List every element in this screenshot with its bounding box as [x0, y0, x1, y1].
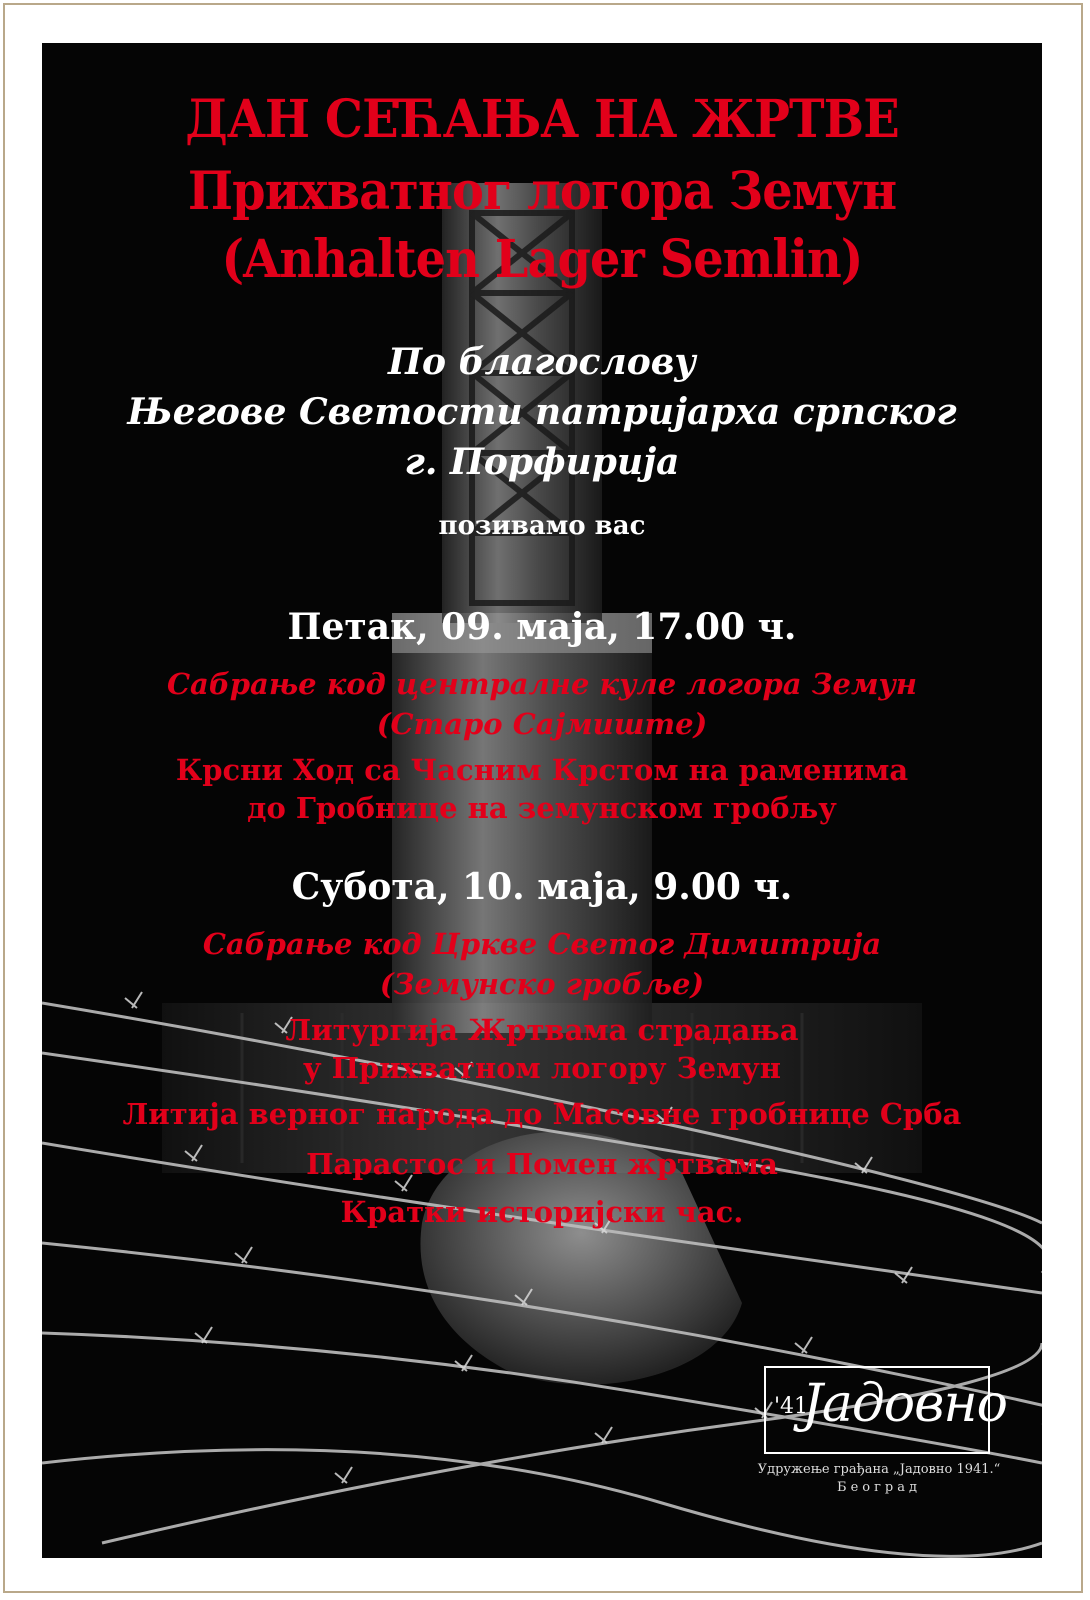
day2-procession: Литија верног народа до Масовне гробнице Срба [122, 1097, 962, 1131]
day2-date: Субота, 10. маја, 9.00 ч. [291, 866, 793, 908]
title-line-3: (Anhalten Lager Semlin) [221, 229, 863, 290]
logo-word: Јадовно [802, 1374, 1007, 1434]
day2-liturgy-line-2: у Прихватном логору Земун [302, 1051, 782, 1085]
day1-walk-line-1: Крсни Ход са Часним Крстом на раменима [175, 753, 909, 787]
day1-gathering-line-1: Сабрање код централне куле логора Земун [166, 667, 918, 701]
day1-walk-line-2: до Гробнице на земунском гробљу [247, 791, 837, 825]
blessing-line-3: г. Порфирија [404, 441, 680, 483]
jadovno-logo [764, 1366, 1007, 1454]
invite-text: позивамо вас [438, 511, 646, 541]
logo-number: '41 [774, 1394, 809, 1419]
day1-gathering-line-2: (Старо Сајмиште) [376, 707, 708, 741]
day2-memorial: Парастос и Помен жртвама [306, 1147, 778, 1181]
logo-organization: Удружење грађана „Јадовно 1941.“ [757, 1462, 1001, 1477]
title-line-2: Прихватног логора Земун [187, 161, 897, 222]
day2-history: Кратки историјски час. [340, 1195, 744, 1229]
day1-date: Петак, 09. маја, 17.00 ч. [287, 606, 797, 648]
blessing-line-2: Његове Светости патријарха српског [127, 391, 957, 433]
title-line-1: ДАН СЕЋАЊА НА ЖРТВЕ [185, 89, 899, 150]
logo-city: Београд [837, 1480, 921, 1495]
poster [42, 43, 1042, 1558]
day2-liturgy-line-1: Литургија Жртвама страдања [285, 1013, 799, 1047]
day2-gathering-line-1: Сабрање код Цркве Светог Димитрија [202, 927, 882, 961]
day2-gathering-line-2: (Земунско гробље) [379, 967, 705, 1001]
blessing-line-1: По благослову [388, 341, 696, 383]
